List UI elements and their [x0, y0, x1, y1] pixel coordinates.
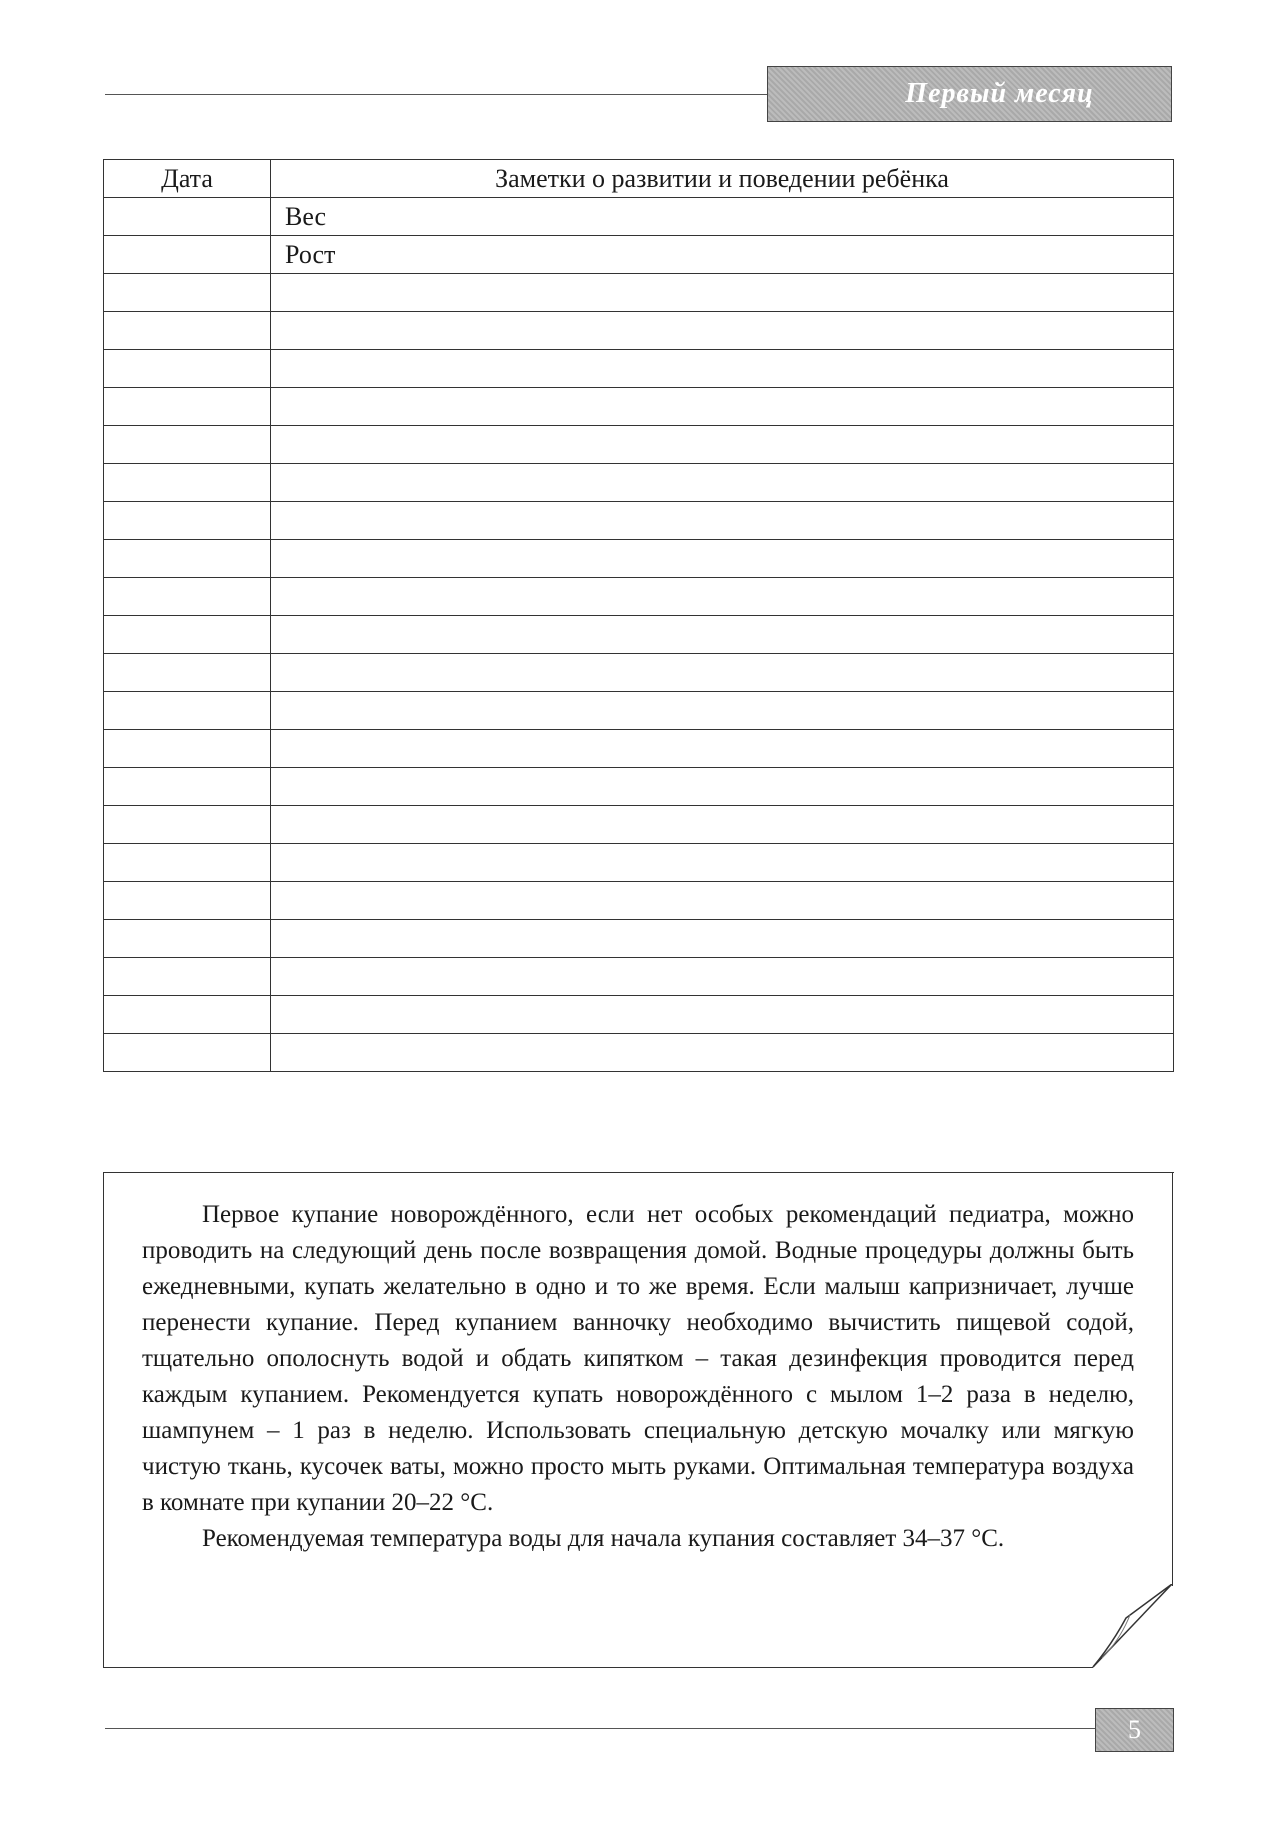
notes-cell[interactable] — [271, 844, 1174, 882]
info-paragraph: Первое купание новорождённого, если нет особых рекомендаций педиатра, можно проводить на следующий день после возвращения домой. Водные процедуры должны быть ежедневными, купать желательно в одно и то же время. Если малыш капризничает, лучше перенести купание. Перед купанием ванночку необходимо вычистить пищевой содой, тщательно ополоснуть водой и обдать кипятком – такая дезинфекция проводится перед каждым купанием. Рекомендуется купать новорождённого с мылом 1–2 раза в неделю, шампунем – 1 раз в неделю. Использовать специальную детскую мочалку или мягкую чистую ткань, кусочек ваты, можно просто мыть руками. Оптимальная температура воздуха в комнате при купании 20–22 °С. — [142, 1201, 1134, 1516]
table-row — [104, 426, 1174, 464]
date-cell[interactable] — [104, 958, 271, 996]
date-cell[interactable] — [104, 1034, 271, 1072]
footer-rule — [105, 1728, 1095, 1729]
date-cell[interactable] — [104, 198, 271, 236]
table-header-row — [104, 160, 1174, 198]
bathing-info-box — [103, 1172, 1174, 1668]
table-row — [104, 996, 1174, 1034]
notes-cell[interactable] — [271, 426, 1174, 464]
notes-column-header: Заметки о развитии и поведении ребёнка — [271, 160, 1174, 198]
date-cell[interactable] — [104, 274, 271, 312]
date-cell[interactable] — [104, 616, 271, 654]
notes-cell[interactable] — [271, 312, 1174, 350]
notes-cell[interactable] — [271, 540, 1174, 578]
date-cell[interactable] — [104, 882, 271, 920]
table-row — [104, 1034, 1174, 1072]
table-row — [104, 882, 1174, 920]
date-cell[interactable] — [104, 350, 271, 388]
table-row — [104, 578, 1174, 616]
info-box-border — [103, 1667, 1093, 1668]
table-body — [104, 198, 1174, 1072]
table-row — [104, 844, 1174, 882]
notes-cell[interactable] — [271, 806, 1174, 844]
date-column-header: Дата — [104, 160, 271, 198]
page-curl-icon — [1090, 1584, 1176, 1670]
table-row — [104, 388, 1174, 426]
date-cell[interactable] — [104, 426, 271, 464]
date-cell[interactable] — [104, 768, 271, 806]
info-box-border — [1172, 1172, 1173, 1586]
date-cell[interactable] — [104, 844, 271, 882]
table-row — [104, 730, 1174, 768]
table-row — [104, 616, 1174, 654]
date-cell[interactable] — [104, 312, 271, 350]
table-row — [104, 350, 1174, 388]
notes-cell[interactable] — [271, 616, 1174, 654]
table-row — [104, 806, 1174, 844]
table-row — [104, 236, 1174, 274]
info-paragraph: Рекомендуемая температура воды для начала купания составляет 34–37 °С. — [202, 1525, 1005, 1552]
date-cell[interactable] — [104, 236, 271, 274]
date-cell[interactable] — [104, 996, 271, 1034]
notes-cell[interactable] — [271, 578, 1174, 616]
table-row — [104, 920, 1174, 958]
date-cell[interactable] — [104, 654, 271, 692]
notes-cell[interactable] — [271, 996, 1174, 1034]
chapter-title: Первый месяц — [905, 78, 1094, 109]
date-cell[interactable] — [104, 578, 271, 616]
table-row — [104, 198, 1174, 236]
date-cell[interactable] — [104, 502, 271, 540]
table-row — [104, 958, 1174, 996]
page-number-box — [1095, 1708, 1174, 1752]
date-cell[interactable] — [104, 692, 271, 730]
date-cell[interactable] — [104, 388, 271, 426]
table-row — [104, 464, 1174, 502]
chapter-header — [767, 66, 1172, 122]
notes-cell[interactable] — [271, 768, 1174, 806]
notes-cell[interactable] — [271, 388, 1174, 426]
notes-cell[interactable] — [271, 920, 1174, 958]
table-row — [104, 692, 1174, 730]
page-number: 5 — [1128, 1715, 1141, 1744]
notes-cell[interactable] — [271, 502, 1174, 540]
date-cell[interactable] — [104, 730, 271, 768]
notes-cell[interactable] — [271, 692, 1174, 730]
notes-cell[interactable]: Вес — [271, 198, 1174, 236]
notes-cell[interactable] — [271, 1034, 1174, 1072]
development-log-table — [103, 159, 1174, 1072]
date-cell[interactable] — [104, 806, 271, 844]
notes-cell[interactable] — [271, 654, 1174, 692]
notes-cell[interactable] — [271, 274, 1174, 312]
date-cell[interactable] — [104, 540, 271, 578]
notes-cell[interactable] — [271, 350, 1174, 388]
notes-cell[interactable] — [271, 730, 1174, 768]
notes-cell[interactable] — [271, 464, 1174, 502]
date-cell[interactable] — [104, 464, 271, 502]
notes-cell[interactable] — [271, 882, 1174, 920]
table-row — [104, 654, 1174, 692]
date-cell[interactable] — [104, 920, 271, 958]
table-row — [104, 274, 1174, 312]
notes-cell[interactable] — [271, 958, 1174, 996]
notes-cell[interactable]: Рост — [271, 236, 1174, 274]
table-row — [104, 502, 1174, 540]
header-rule — [105, 94, 770, 95]
table-row — [104, 312, 1174, 350]
table-row — [104, 540, 1174, 578]
table-row — [104, 768, 1174, 806]
